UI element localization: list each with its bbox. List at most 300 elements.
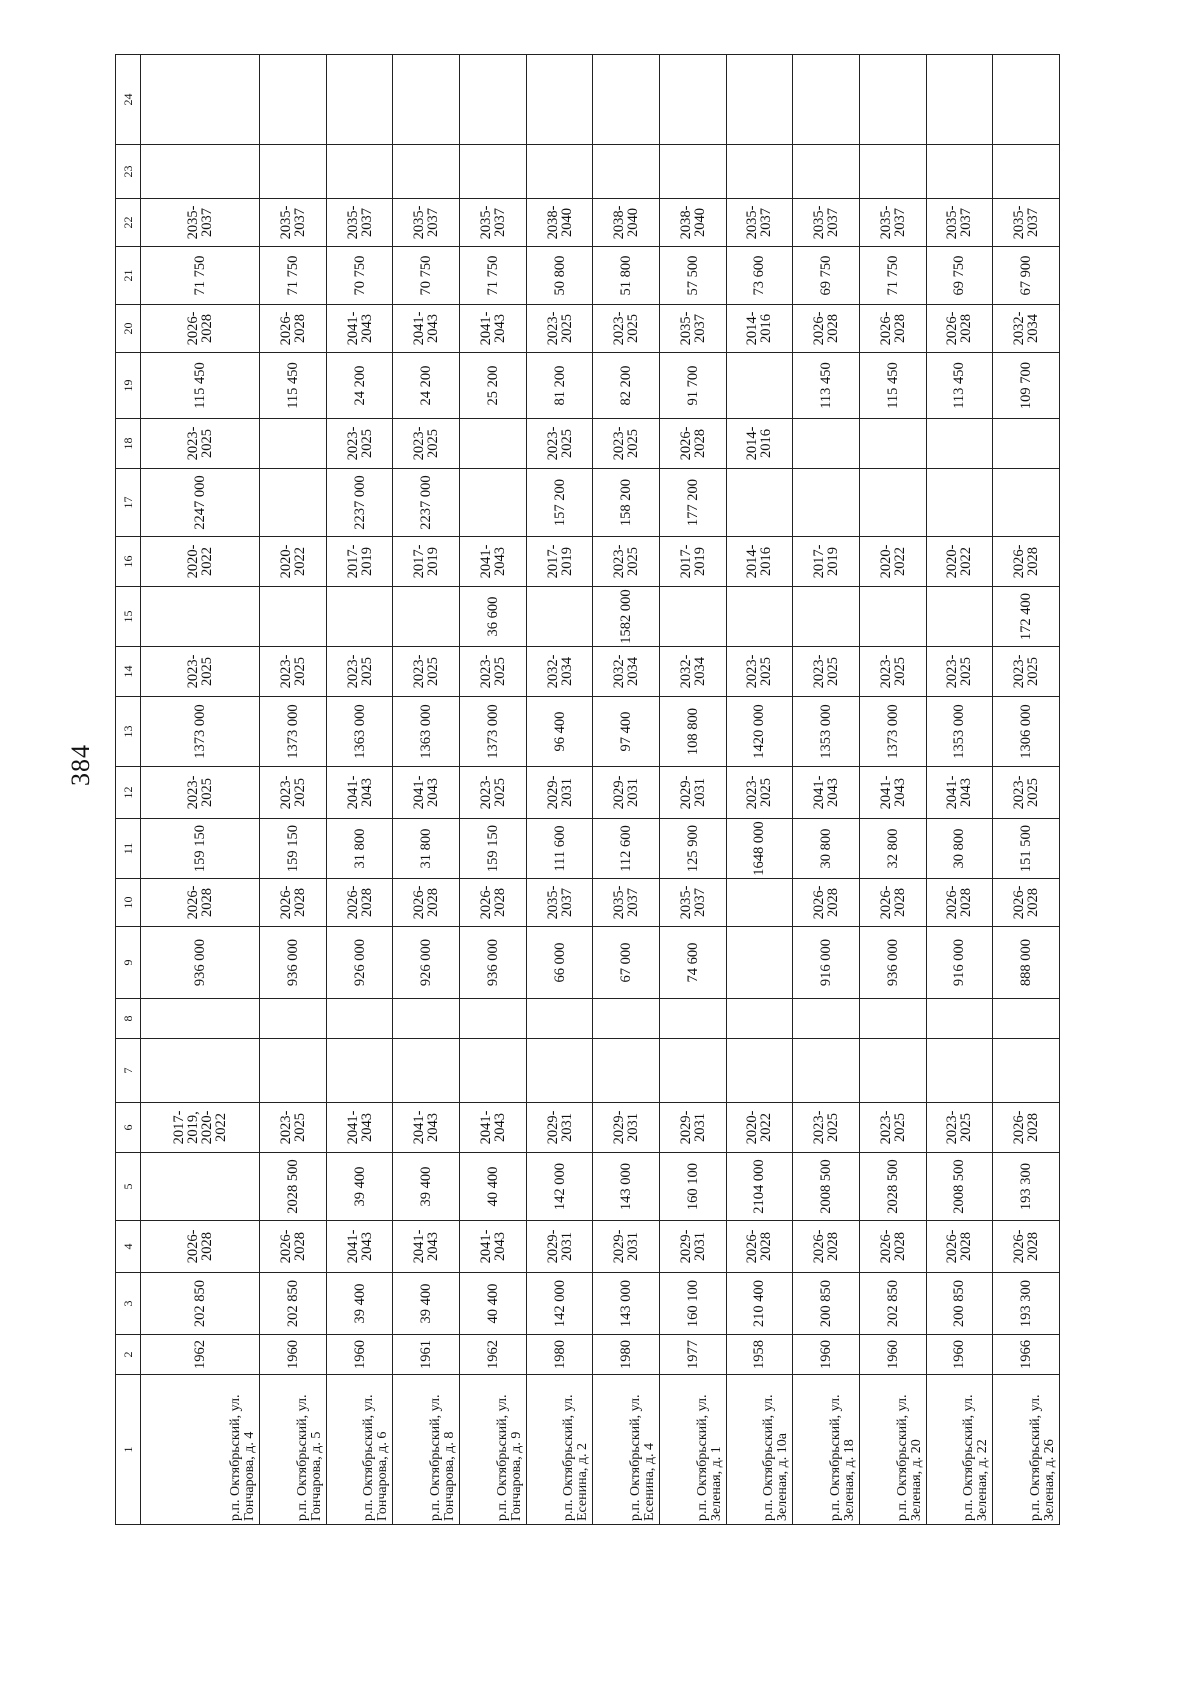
- cell-value: 2041-2043: [344, 1110, 375, 1145]
- cell-value: 2026-2028: [1011, 1110, 1042, 1145]
- column-number: 16: [116, 537, 141, 587]
- cell-value: 2026-2028: [185, 311, 216, 346]
- table-cell: [660, 55, 727, 145]
- table-cell: [926, 999, 993, 1039]
- cell-value: 2041-2043: [477, 311, 508, 346]
- cell-value: 2023-2025: [185, 775, 216, 810]
- cell-value: 202 850: [284, 1279, 301, 1328]
- table-cell: [326, 199, 393, 247]
- table-cell: [326, 419, 393, 469]
- table-cell: [460, 419, 527, 469]
- table-cell: [726, 305, 793, 353]
- table-cell: [993, 1039, 1060, 1103]
- column-number: 11: [116, 819, 141, 879]
- table-cell: [926, 1273, 993, 1335]
- cell-value: 2035-2037: [744, 205, 775, 240]
- table-cell: [526, 419, 593, 469]
- table-cell: [260, 879, 327, 927]
- table-cell: [460, 145, 527, 199]
- cell-value: 2038-2040: [544, 205, 575, 240]
- table-cell: [593, 767, 660, 819]
- table-cell: [526, 879, 593, 927]
- cell-value: 1960: [884, 1340, 901, 1369]
- cell-value: 36 600: [484, 596, 501, 637]
- table-cell: [393, 469, 460, 537]
- cell-value: 2020-2022: [744, 1110, 775, 1145]
- cell-value: 159 150: [192, 824, 209, 873]
- cell-value: 2041-2043: [411, 1110, 442, 1145]
- address-cell: р.п. Октябрьский, ул. Есенина, д. 4: [593, 1375, 660, 1525]
- cell-value: 30 800: [818, 828, 835, 869]
- table-row: [926, 55, 993, 1525]
- table-cell: [460, 469, 527, 537]
- table-cell: [993, 145, 1060, 199]
- cell-value: 2017-2019: [344, 544, 375, 579]
- table-cell: [460, 1221, 527, 1273]
- cell-value: 39 400: [418, 1283, 435, 1324]
- cell-value: 1363 000: [351, 704, 368, 759]
- column-number: 5: [116, 1153, 141, 1221]
- cell-value: 113 450: [818, 362, 835, 409]
- table-cell: [660, 305, 727, 353]
- cell-value: 115 450: [884, 362, 901, 409]
- table-cell: [859, 587, 926, 647]
- table-cell: [926, 145, 993, 199]
- table-cell: [260, 1221, 327, 1273]
- cell-value: 69 750: [818, 255, 835, 296]
- cell-value: 2020-2022: [944, 544, 975, 579]
- cell-value: 2029-2031: [611, 1110, 642, 1145]
- cell-value: 2023-2025: [185, 654, 216, 689]
- cell-value: 30 800: [951, 828, 968, 869]
- table-cell: [326, 1273, 393, 1335]
- cell-value: 111 600: [551, 825, 568, 872]
- cell-value: 1960: [951, 1340, 968, 1369]
- cell-value: 2023-2025: [477, 775, 508, 810]
- cell-value: 210 400: [751, 1279, 768, 1328]
- cell-value: 25 200: [484, 365, 501, 406]
- table-cell: [993, 767, 1060, 819]
- table-cell: [793, 1103, 860, 1153]
- table-cell: [260, 927, 327, 999]
- cell-value: 1363 000: [418, 704, 435, 759]
- cell-value: 2026-2028: [411, 885, 442, 920]
- table-cell: [859, 819, 926, 879]
- column-number: 6: [116, 1103, 141, 1153]
- cell-value: 69 750: [951, 255, 968, 296]
- table-cell: [593, 55, 660, 145]
- table-cell: [141, 469, 260, 537]
- table-cell: [926, 537, 993, 587]
- cell-value: 2026-2028: [877, 1229, 908, 1264]
- cell-value: 2035-2037: [344, 205, 375, 240]
- table-cell: [660, 1335, 727, 1375]
- cell-value: 2029-2031: [611, 1229, 642, 1264]
- table-cell: [859, 305, 926, 353]
- table-cell: [141, 1103, 260, 1153]
- table-cell: [793, 247, 860, 305]
- cell-value: 2026-2028: [277, 1229, 308, 1264]
- table-cell: [926, 199, 993, 247]
- table-cell: [593, 697, 660, 767]
- cell-value: 2017-2019, 2020-2022: [171, 1110, 230, 1145]
- table-row: [260, 55, 327, 1525]
- table-cell: [526, 1221, 593, 1273]
- table-cell: [726, 927, 793, 999]
- table-cell: [526, 1335, 593, 1375]
- cell-value: 2041-2043: [477, 544, 508, 579]
- cell-value: 96 400: [551, 711, 568, 752]
- table-cell: [526, 145, 593, 199]
- table-cell: [141, 767, 260, 819]
- cell-value: 2023-2025: [744, 654, 775, 689]
- table-cell: [393, 999, 460, 1039]
- table-cell: [660, 767, 727, 819]
- cell-value: 2029-2031: [677, 1229, 708, 1264]
- cell-value: 2023-2025: [944, 1110, 975, 1145]
- cell-value: 39 400: [418, 1166, 435, 1207]
- cell-value: 1373 000: [192, 704, 209, 759]
- table-cell: [526, 55, 593, 145]
- column-number: 7: [116, 1039, 141, 1103]
- address-cell: р.п. Октябрьский, ул. Гончарова, д. 4: [141, 1375, 260, 1525]
- cell-value: 74 600: [684, 942, 701, 983]
- table-cell: [260, 469, 327, 537]
- table-cell: [260, 647, 327, 697]
- table-cell: [460, 647, 527, 697]
- rotated-table-wrapper: [115, 55, 1060, 1525]
- table-cell: [326, 927, 393, 999]
- address-cell: р.п. Октябрьский, ул. Зеленая, д. 1: [660, 1375, 727, 1525]
- table-cell: [726, 1273, 793, 1335]
- table-cell: [793, 199, 860, 247]
- table-cell: [526, 1103, 593, 1153]
- table-cell: [326, 1153, 393, 1221]
- table-cell: [593, 1153, 660, 1221]
- cell-value: 2041-2043: [477, 1229, 508, 1264]
- table-cell: [260, 537, 327, 587]
- cell-value: 2026-2028: [944, 1229, 975, 1264]
- cell-value: 2023-2025: [544, 311, 575, 346]
- table-cell: [141, 1039, 260, 1103]
- cell-value: 2023-2025: [277, 1110, 308, 1145]
- cell-value: 31 800: [418, 828, 435, 869]
- table-cell: [660, 697, 727, 767]
- address-cell: р.п. Октябрьский, ул. Гончарова, д. 6: [326, 1375, 393, 1525]
- cell-value: 2026-2028: [185, 885, 216, 920]
- table-cell: [660, 1221, 727, 1273]
- table-cell: [260, 697, 327, 767]
- cell-value: 1582 000: [618, 589, 635, 644]
- column-number: 22: [116, 199, 141, 247]
- cell-value: 936 000: [884, 938, 901, 987]
- table-cell: [260, 1335, 327, 1375]
- table-cell: [593, 1221, 660, 1273]
- address-cell: р.п. Октябрьский, ул. Зеленая, д. 18: [793, 1375, 860, 1525]
- cell-value: 81 200: [551, 365, 568, 406]
- table-cell: [460, 1335, 527, 1375]
- cell-value: 2035-2037: [811, 205, 842, 240]
- table-cell: [460, 1153, 527, 1221]
- table-cell: [926, 469, 993, 537]
- table-cell: [859, 1103, 926, 1153]
- table-cell: [726, 537, 793, 587]
- table-cell: [526, 767, 593, 819]
- table-cell: [141, 199, 260, 247]
- table-cell: [460, 199, 527, 247]
- table-cell: [260, 55, 327, 145]
- cell-value: 2041-2043: [411, 1229, 442, 1264]
- table-cell: [993, 55, 1060, 145]
- table-cell: [326, 879, 393, 927]
- cell-value: 2026-2028: [477, 885, 508, 920]
- table-cell: [726, 697, 793, 767]
- table-cell: [726, 647, 793, 697]
- cell-value: 67 000: [618, 942, 635, 983]
- table-cell: [793, 999, 860, 1039]
- cell-value: 1373 000: [284, 704, 301, 759]
- table-cell: [393, 1221, 460, 1273]
- cell-value: 2237 000: [418, 475, 435, 530]
- cell-value: 73 600: [751, 255, 768, 296]
- cell-value: 160 100: [684, 1162, 701, 1211]
- table-cell: [460, 247, 527, 305]
- table-cell: [326, 587, 393, 647]
- cell-value: 82 200: [618, 365, 635, 406]
- table-row: [460, 55, 527, 1525]
- cell-value: 2035-2037: [277, 205, 308, 240]
- table-row: [793, 55, 860, 1525]
- cell-value: 2104 000: [751, 1159, 768, 1214]
- table-cell: [859, 55, 926, 145]
- table-row: [993, 55, 1060, 1525]
- cell-value: 916 000: [951, 938, 968, 987]
- cell-value: 1306 000: [1018, 704, 1035, 759]
- table-cell: [660, 647, 727, 697]
- cell-value: 2035-2037: [185, 205, 216, 240]
- cell-value: 24 200: [351, 365, 368, 406]
- table-cell: [793, 1273, 860, 1335]
- column-number: 3: [116, 1273, 141, 1335]
- cell-value: 916 000: [818, 938, 835, 987]
- table-cell: [859, 537, 926, 587]
- table-cell: [793, 927, 860, 999]
- table-cell: [793, 647, 860, 697]
- table-cell: [260, 199, 327, 247]
- table-cell: [926, 305, 993, 353]
- table-row: [526, 55, 593, 1525]
- cell-value: 109 700: [1018, 361, 1035, 410]
- cell-value: 202 850: [884, 1279, 901, 1328]
- table-cell: [526, 305, 593, 353]
- cell-value: 40 400: [484, 1166, 501, 1207]
- table-cell: [993, 819, 1060, 879]
- cell-value: 202 850: [192, 1279, 209, 1328]
- column-number: 19: [116, 353, 141, 419]
- cell-value: 1420 000: [751, 704, 768, 759]
- cell-value: 2026-2028: [811, 311, 842, 346]
- table-cell: [326, 469, 393, 537]
- table-cell: [326, 697, 393, 767]
- cell-value: 2247 000: [192, 475, 209, 530]
- table-cell: [926, 767, 993, 819]
- table-cell: [260, 305, 327, 353]
- table-cell: [726, 469, 793, 537]
- table-cell: [526, 999, 593, 1039]
- cell-value: 2026-2028: [277, 885, 308, 920]
- table-cell: [726, 1103, 793, 1153]
- table-cell: [393, 879, 460, 927]
- cell-value: 32 800: [884, 828, 901, 869]
- table-cell: [993, 647, 1060, 697]
- table-cell: [660, 879, 727, 927]
- table-cell: [593, 819, 660, 879]
- cell-value: 1958: [751, 1340, 768, 1369]
- table-cell: [260, 587, 327, 647]
- column-number: 13: [116, 697, 141, 767]
- table-cell: [460, 55, 527, 145]
- table-cell: [993, 305, 1060, 353]
- table-cell: [260, 767, 327, 819]
- table-cell: [926, 1335, 993, 1375]
- table-cell: [726, 767, 793, 819]
- cell-value: 936 000: [192, 938, 209, 987]
- cell-value: 1648 000: [751, 821, 768, 876]
- table-cell: [460, 353, 527, 419]
- cell-value: 2035-2037: [944, 205, 975, 240]
- cell-value: 2026-2028: [744, 1229, 775, 1264]
- table-cell: [726, 999, 793, 1039]
- cell-value: 1962: [484, 1340, 501, 1369]
- column-number: 21: [116, 247, 141, 305]
- table-cell: [793, 1221, 860, 1273]
- table-cell: [141, 647, 260, 697]
- table-cell: [859, 247, 926, 305]
- cell-value: 2023-2025: [1011, 654, 1042, 689]
- table-cell: [460, 1103, 527, 1153]
- cell-value: 24 200: [418, 365, 435, 406]
- address-cell: р.п. Октябрьский, ул. Есенина, д. 2: [526, 1375, 593, 1525]
- table-cell: [726, 587, 793, 647]
- cell-value: 2026-2028: [344, 885, 375, 920]
- cell-value: 2017-2019: [544, 544, 575, 579]
- table-cell: [393, 767, 460, 819]
- table-cell: [593, 469, 660, 537]
- table-cell: [141, 927, 260, 999]
- table-cell: [526, 247, 593, 305]
- cell-value: 115 450: [284, 362, 301, 409]
- cell-value: 2023-2025: [411, 426, 442, 461]
- table-cell: [393, 1335, 460, 1375]
- table-cell: [793, 55, 860, 145]
- cell-value: 2035-2037: [1011, 205, 1042, 240]
- table-cell: [859, 1221, 926, 1273]
- table-cell: [393, 927, 460, 999]
- table-cell: [726, 247, 793, 305]
- table-cell: [793, 1039, 860, 1103]
- cell-value: 2026-2028: [944, 885, 975, 920]
- cell-value: 2020-2022: [277, 544, 308, 579]
- table-cell: [859, 353, 926, 419]
- table-cell: [859, 697, 926, 767]
- table-cell: [993, 999, 1060, 1039]
- table-cell: [393, 419, 460, 469]
- cell-value: 1960: [284, 1340, 301, 1369]
- table-cell: [260, 1153, 327, 1221]
- cell-value: 1962: [192, 1340, 209, 1369]
- cell-value: 113 450: [951, 362, 968, 409]
- table-cell: [526, 647, 593, 697]
- table-cell: [393, 305, 460, 353]
- table-cell: [859, 1335, 926, 1375]
- table-cell: [141, 1335, 260, 1375]
- table-cell: [593, 1273, 660, 1335]
- table-cell: [660, 537, 727, 587]
- cell-value: 2008 500: [951, 1159, 968, 1214]
- table-cell: [326, 55, 393, 145]
- cell-value: 2026-2028: [185, 1229, 216, 1264]
- table-cell: [593, 145, 660, 199]
- cell-value: 2035-2037: [877, 205, 908, 240]
- cell-value: 2023-2025: [411, 654, 442, 689]
- address-cell: р.п. Октябрьский, ул. Гончарова, д. 5: [260, 1375, 327, 1525]
- table-cell: [726, 199, 793, 247]
- table-cell: [926, 1039, 993, 1103]
- table-cell: [393, 199, 460, 247]
- cell-value: 200 850: [818, 1279, 835, 1328]
- table-cell: [726, 353, 793, 419]
- cell-value: 2035-2037: [411, 205, 442, 240]
- cell-value: 2041-2043: [477, 1110, 508, 1145]
- table-cell: [141, 587, 260, 647]
- cell-value: 2026-2028: [944, 311, 975, 346]
- column-number: 15: [116, 587, 141, 647]
- table-cell: [526, 537, 593, 587]
- cell-value: 2020-2022: [185, 544, 216, 579]
- table-cell: [660, 145, 727, 199]
- table-cell: [660, 1103, 727, 1153]
- cell-value: 2014-2016: [744, 426, 775, 461]
- table-cell: [793, 819, 860, 879]
- table-cell: [926, 1221, 993, 1273]
- cell-value: 2038-2040: [677, 205, 708, 240]
- cell-value: 2032-2034: [1011, 311, 1042, 346]
- cell-value: 108 800: [684, 707, 701, 756]
- column-number: 8: [116, 999, 141, 1039]
- table-cell: [393, 55, 460, 145]
- table-cell: [326, 999, 393, 1039]
- table-cell: [926, 697, 993, 767]
- address-cell: р.п. Октябрьский, ул. Зеленая, д. 10а: [726, 1375, 793, 1525]
- table-cell: [326, 353, 393, 419]
- cell-value: 2023-2025: [811, 1110, 842, 1145]
- table-cell: [526, 697, 593, 767]
- table-cell: [460, 1039, 527, 1103]
- table-row: [859, 55, 926, 1525]
- cell-value: 2041-2043: [344, 775, 375, 810]
- cell-value: 2026-2028: [277, 311, 308, 346]
- table-cell: [793, 419, 860, 469]
- table-cell: [260, 1039, 327, 1103]
- table-cell: [593, 647, 660, 697]
- cell-value: 2041-2043: [944, 775, 975, 810]
- table-cell: [793, 1335, 860, 1375]
- table-cell: [460, 305, 527, 353]
- table-cell: [926, 927, 993, 999]
- table-cell: [660, 927, 727, 999]
- cell-value: 1353 000: [951, 704, 968, 759]
- table-row: [660, 55, 727, 1525]
